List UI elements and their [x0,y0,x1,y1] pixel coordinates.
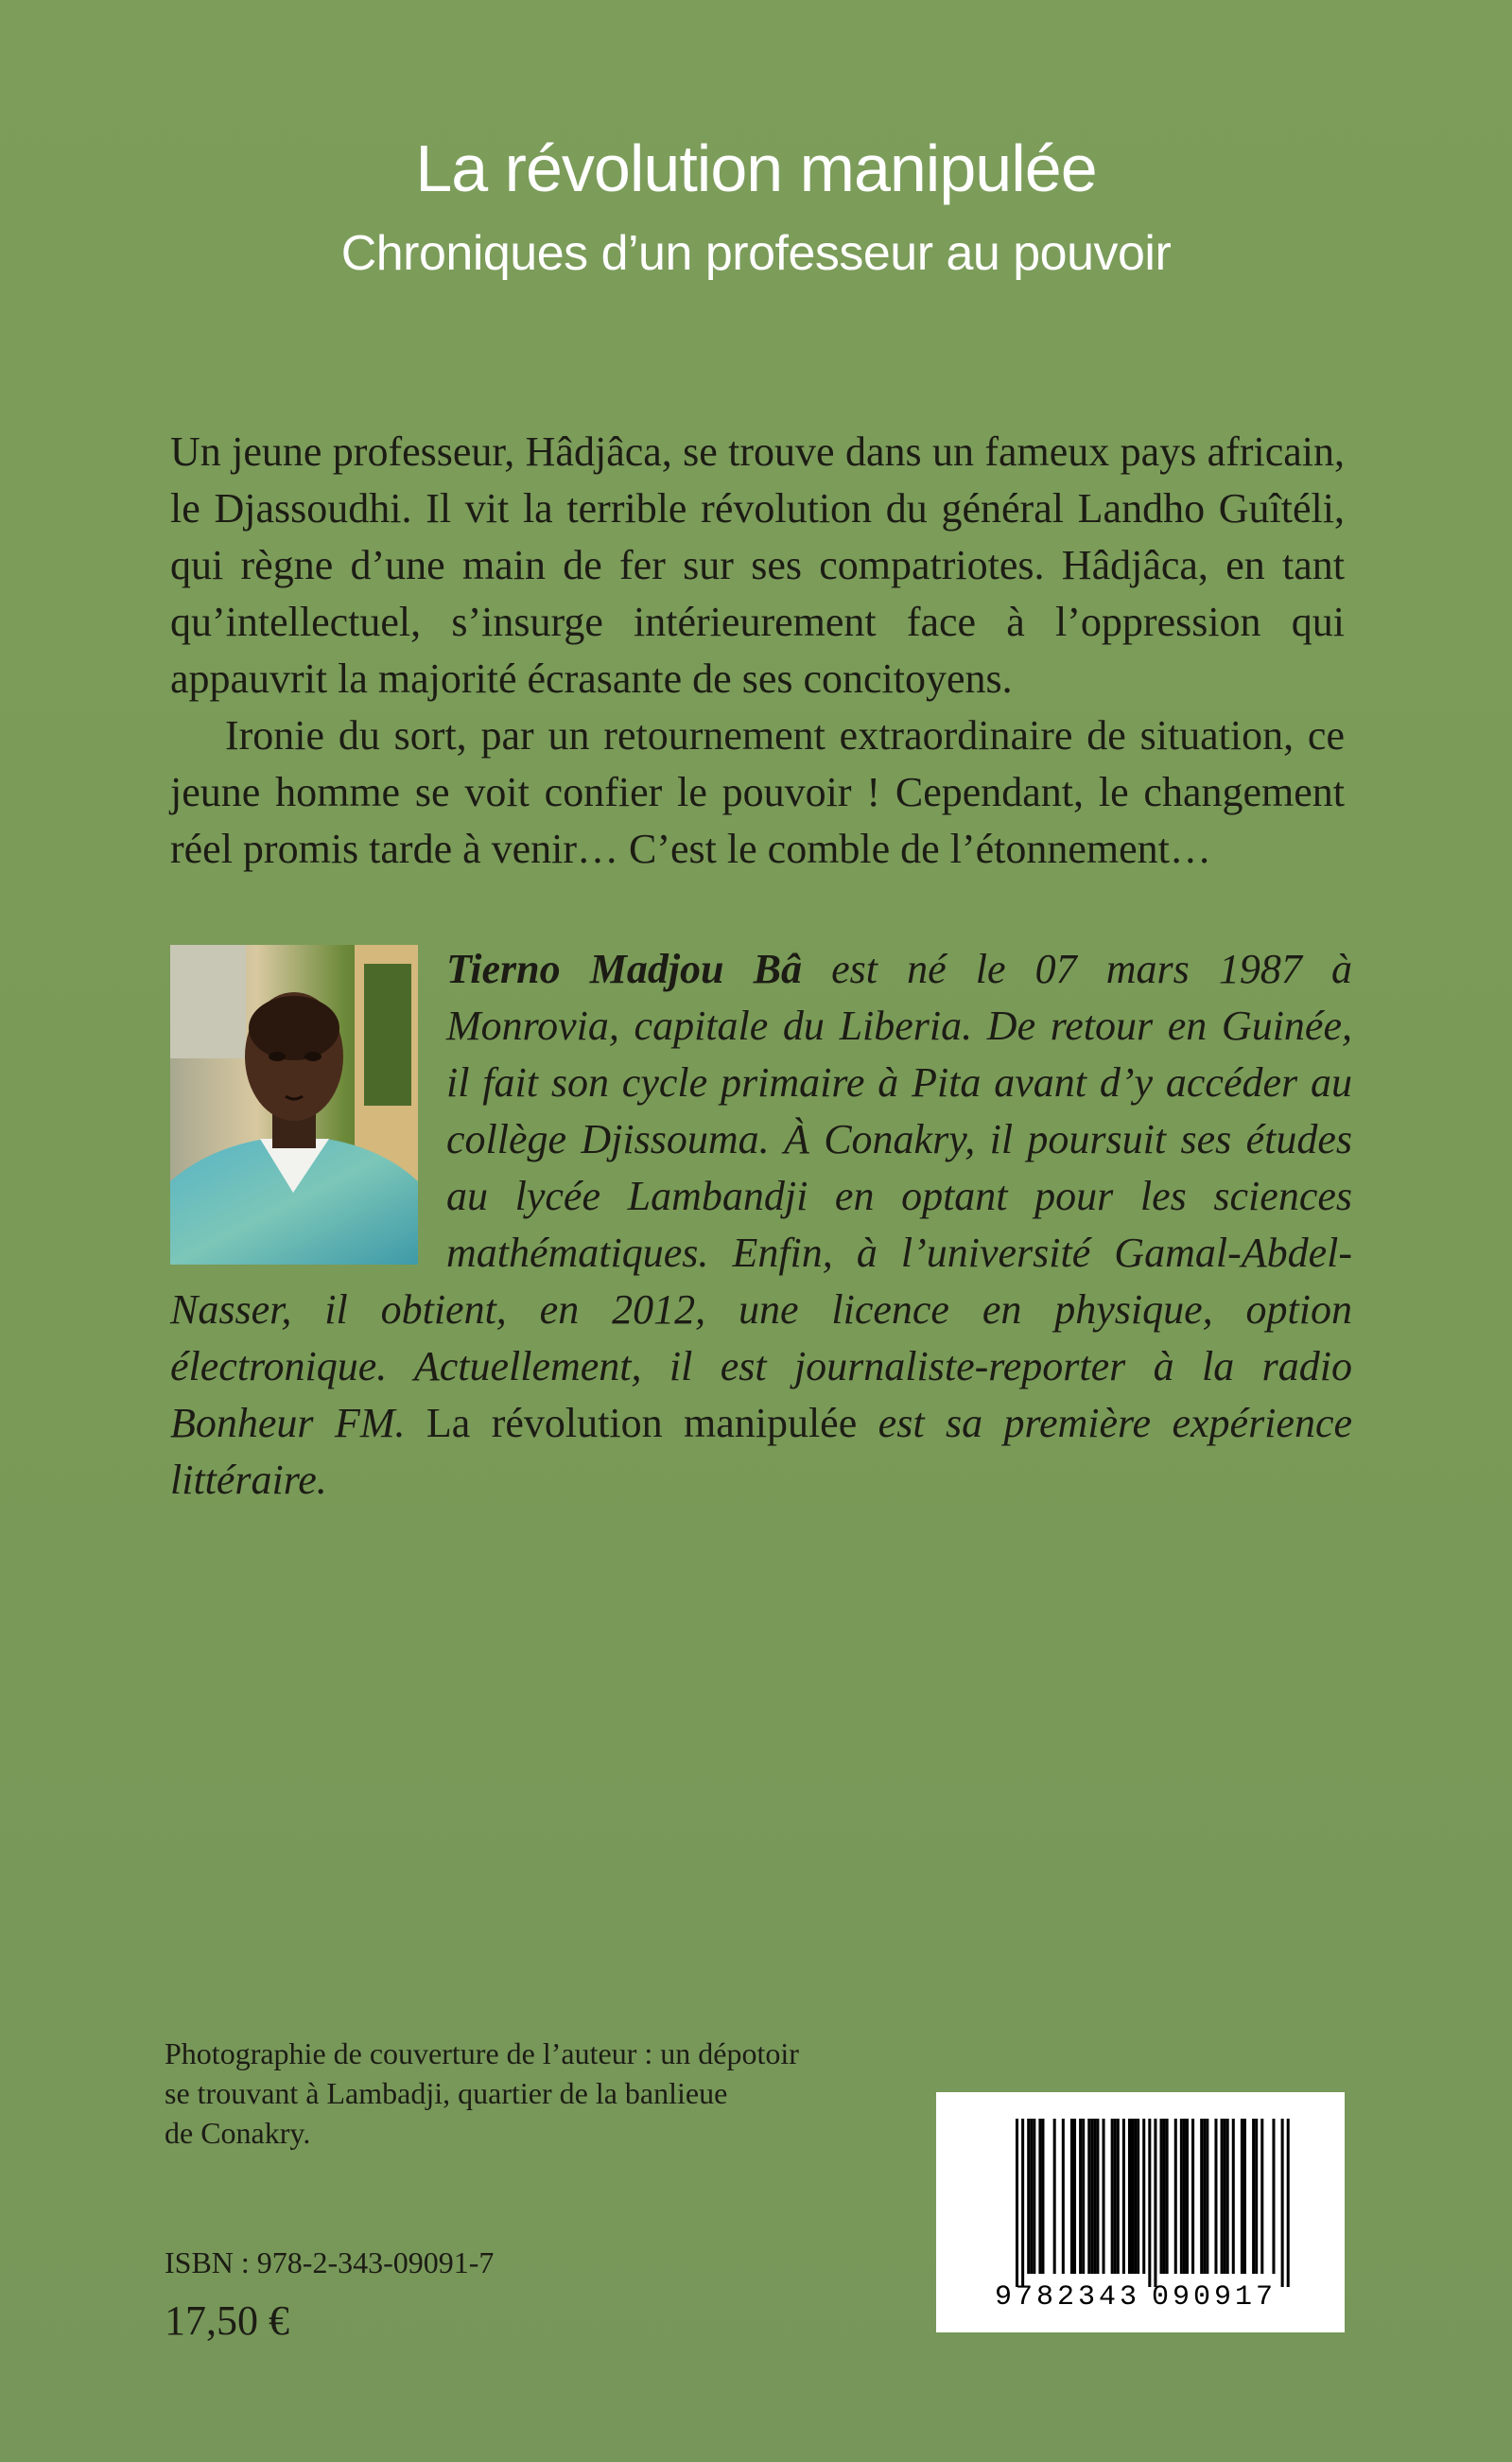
barcode-bar [1183,2119,1186,2274]
barcode-bar [1214,2119,1217,2274]
blurb-paragraph: Ironie du sort, par un retournement extraordinaire de situation, ce jeune homme se voit confier le pouvoir ! Cependant, le changement réel promis tarde à venir… C’est le comble de l’étonnement… [170,712,1345,872]
barcode-bar [1111,2119,1114,2274]
author-bio [170,941,1352,1509]
book-subtitle: Chroniques d’un professeur au pouvoir [340,226,1172,281]
barcode-right-digits: 090917 [1152,2281,1277,2314]
barcode-bar [1142,2119,1145,2274]
photo-credit [165,2034,921,2153]
barcode-bar [1260,2119,1263,2274]
barcode-bar [1206,2119,1208,2274]
barcode-bar [1128,2119,1131,2274]
barcode-bar [1096,2119,1099,2274]
barcode-bar [1272,2119,1275,2274]
barcode-bar [1053,2119,1056,2274]
bio-text: est né le 07 mars 1987 à Monrovia, capitale du Liberia. De retour en Guinée, il fait son cycle primaire à Pita avant d’y accéder au collège Djissouma. À Conakry, il poursuit ses études au lycée Lambandji en optant pour les sciences mathématiques. Enfin, à l’université Gamal-Abdel-Nasser, il obtient, en 2012, une licence en physique, option électronique. Actuellement, il est journaliste-reporter à la radio Bonheur FM. [170,946,1352,1446]
barcode-bar [1073,2119,1076,2274]
barcode-left-digits: 782343 [1016,2281,1141,2314]
barcode-bar [1131,2119,1134,2274]
barcode-bar [1243,2119,1246,2274]
blurb-paragraph: Un jeune professeur, Hâdjâca, se trouve dans un fameux pays africain, le Djassoudhi. Il vit la terrible révolution du général Landho Guîtéli, qui règne d’une main de fer sur ses compatriotes. Hâdjâca, en tant qu’intellectuel, s’insurge intérieurement face à l’oppression qui appauvrit la majorité écrasante de ses concitoyens. [170,428,1345,702]
book-title: La révolution manipulée [415,131,1097,205]
barcode-bar [1203,2119,1206,2274]
barcode-bar [1191,2119,1194,2274]
barcode-bar [1027,2119,1030,2274]
barcode-bar [1087,2119,1090,2274]
bio-text-end: est sa première expérience littéraire. [170,1400,1352,1503]
price: 17,50 € [165,2297,289,2344]
barcode-bar [1079,2119,1082,2274]
author-name: Tierno Madjou Bâ [446,946,802,992]
barcode-bar [1186,2119,1189,2274]
barcode-icon [936,2092,1345,2332]
barcode-bar [1033,2119,1035,2274]
barcode-bar [1232,2119,1235,2274]
barcode-bar [1082,2119,1085,2274]
barcode-bar [1103,2119,1105,2274]
isbn: ISBN : 978-2-343-09091-7 [165,2245,495,2279]
credit-line: de Conakry. [165,2116,311,2150]
barcode-bar [1221,2119,1224,2274]
barcode-bar [1174,2119,1177,2274]
credit-line: se trouvant à Lambadji, quartier de la banlieue [165,2076,728,2110]
barcode-bar [1163,2119,1166,2274]
barcode-bar [1160,2119,1163,2274]
barcode-bar [1166,2119,1169,2274]
barcode-bar [1114,2119,1117,2274]
author-photo [170,945,418,1265]
barcode-bar [1090,2119,1093,2274]
barcode-bar [1148,2119,1151,2287]
book-blurb [170,424,1345,878]
barcode-bar [1070,2119,1073,2274]
barcode [936,2092,1345,2332]
barcode-bar [1255,2119,1258,2274]
barcode-bar [1281,2119,1284,2287]
barcode-bar [1041,2119,1044,2274]
barcode-bar [1030,2119,1033,2274]
bio-book-title: La révolution manipulée [426,1400,858,1446]
barcode-bar [1287,2119,1290,2287]
barcode-bar [1062,2119,1065,2274]
barcode-bar [1252,2119,1255,2274]
barcode-bar [1180,2119,1183,2274]
barcode-bar [1016,2119,1018,2287]
barcode-bar [1226,2119,1229,2274]
barcode-bar [1137,2119,1139,2274]
barcode-bar [1224,2119,1226,2274]
barcode-bar [1038,2119,1041,2274]
barcode-bar [1122,2119,1125,2274]
barcode-bar [1093,2119,1096,2274]
credit-line: Photographie de couverture de l’auteur : un dépotoir [165,2036,799,2070]
barcode-bar [1241,2119,1243,2274]
barcode-bar [1154,2119,1156,2287]
barcode-first-digit: 9 [995,2281,1013,2314]
barcode-bar [1117,2119,1120,2274]
barcode-bar [1134,2119,1137,2274]
barcode-bar [1021,2119,1024,2287]
barcode-bar [1200,2119,1203,2274]
